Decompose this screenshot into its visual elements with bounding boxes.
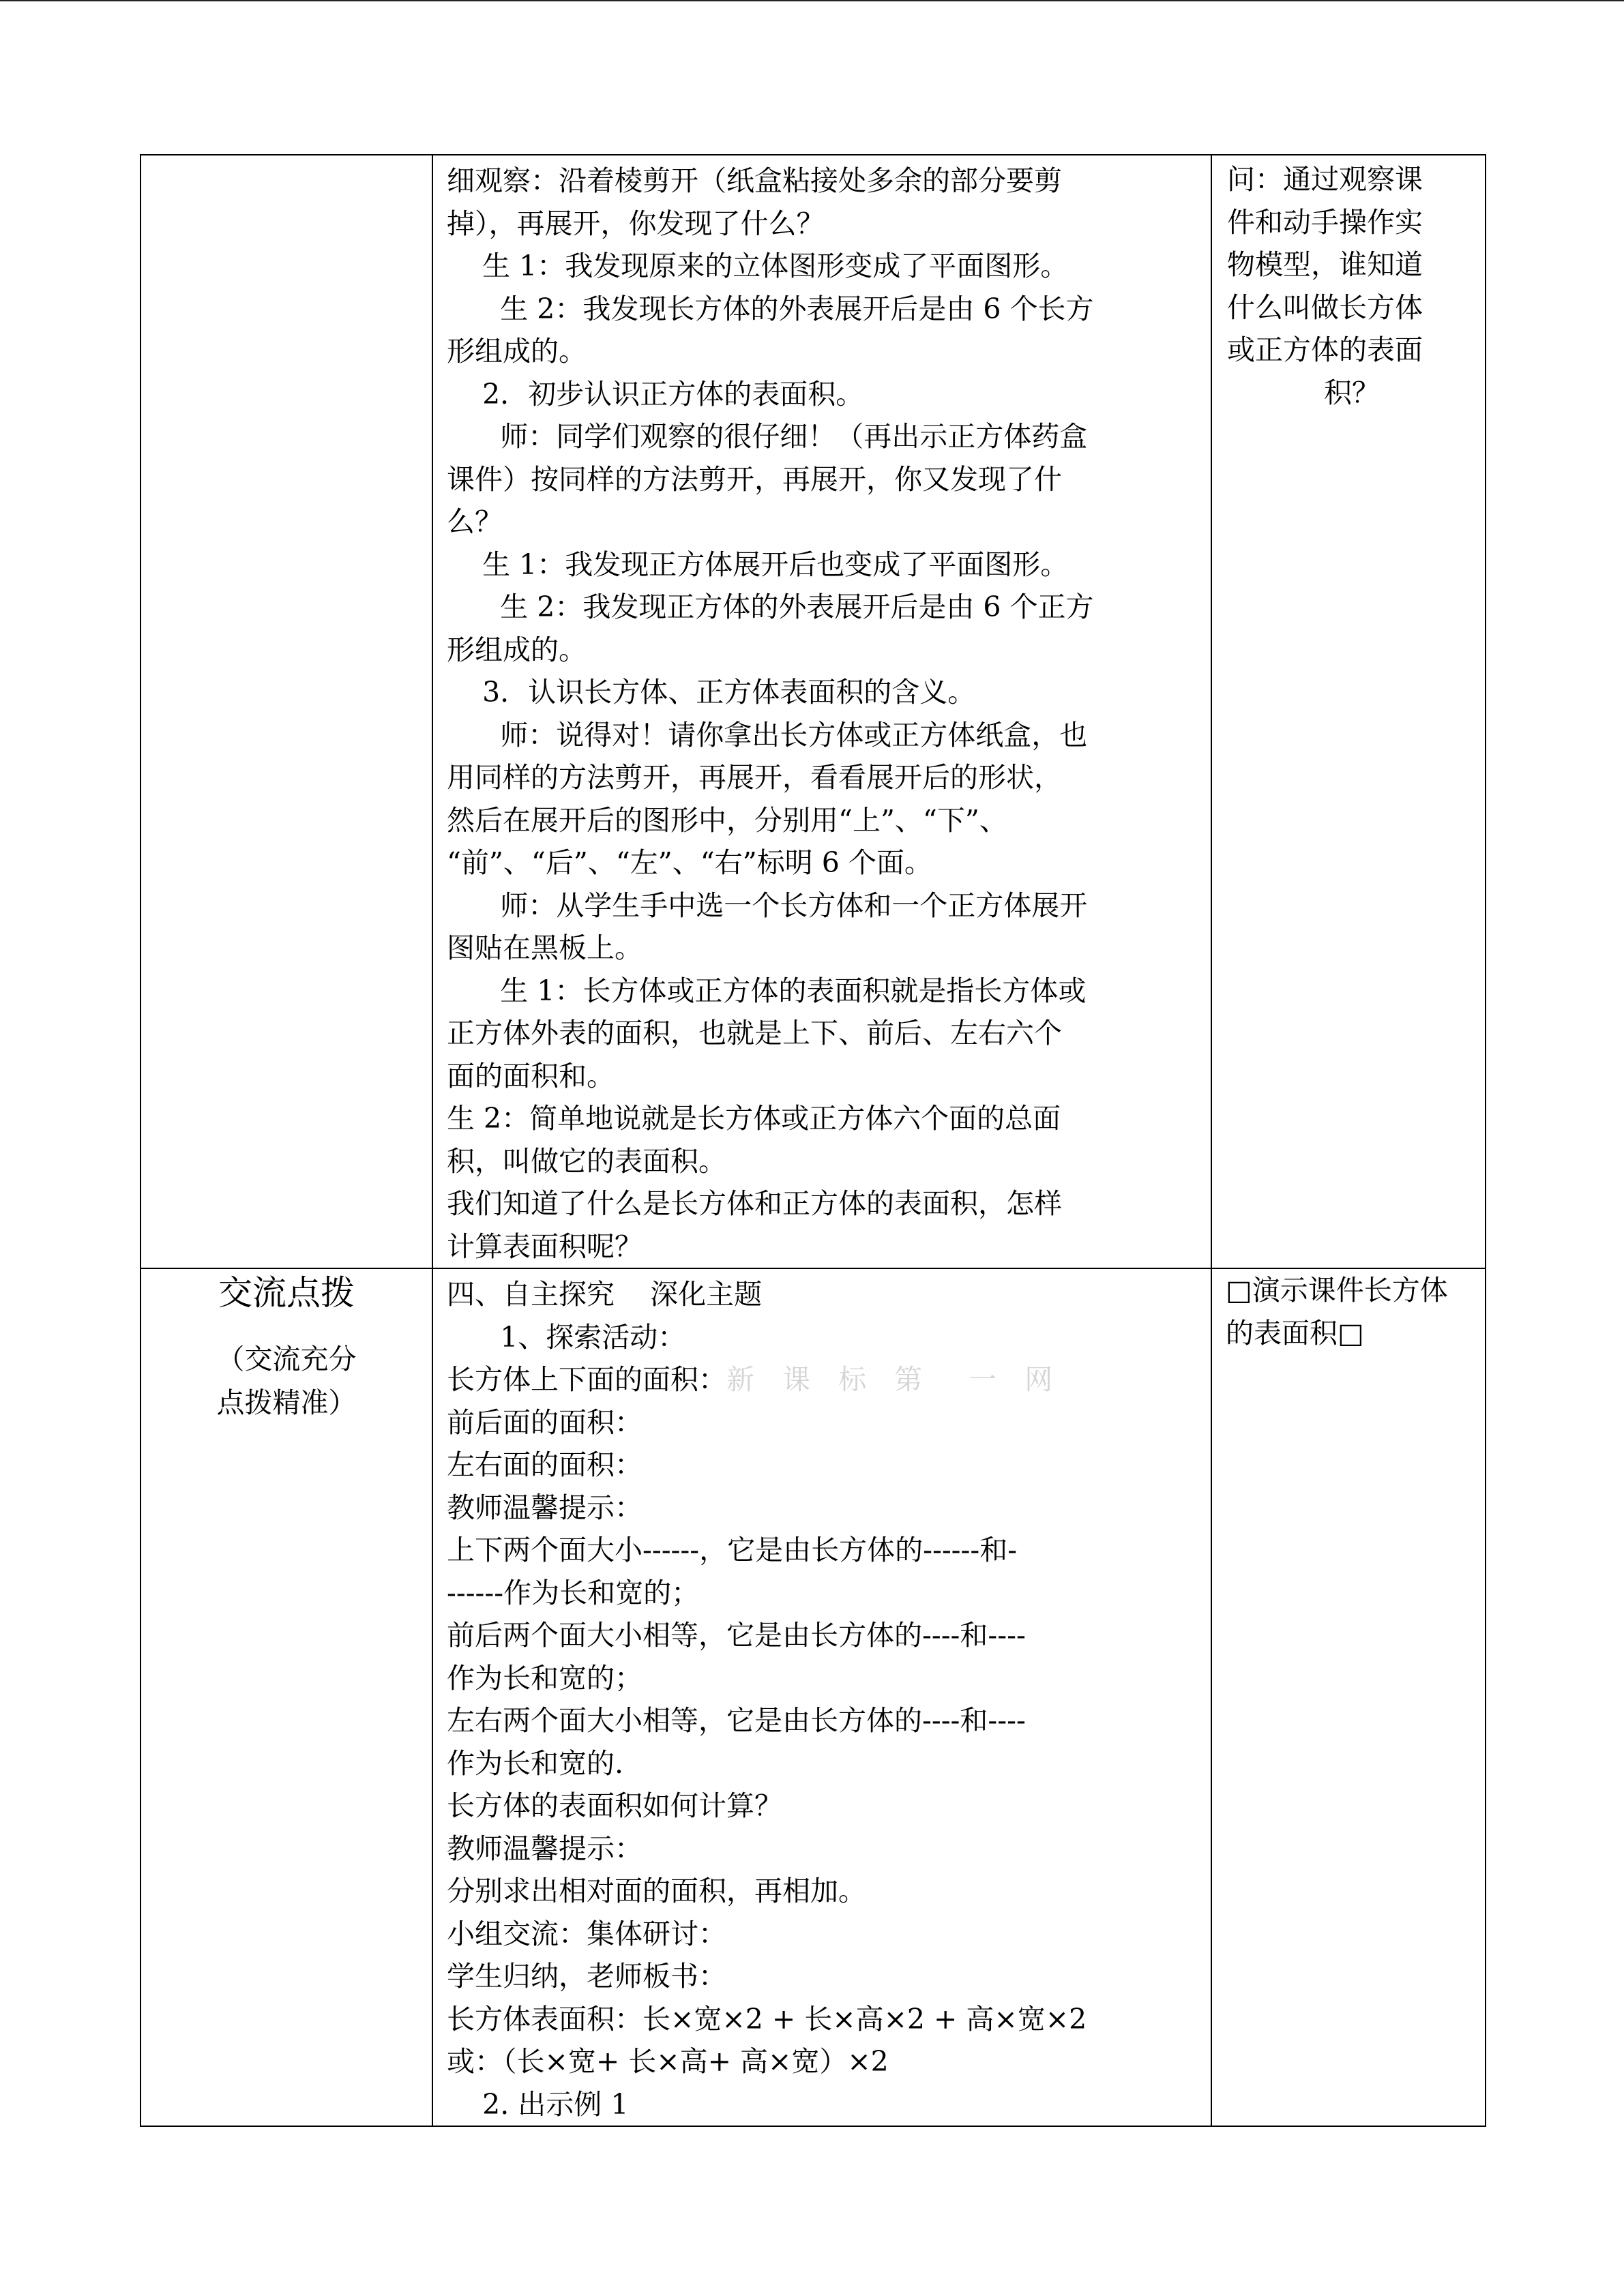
line-text: 我们知道了什么是长方体和正方体的表面积，怎样 bbox=[447, 1187, 1062, 1220]
line-text: 前后两个面大小相等，它是由长方体的----和---- bbox=[447, 1619, 1026, 1652]
text-line bbox=[447, 415, 1200, 458]
line-text: 生 1：我发现正方体展开后也变成了平面图形。 bbox=[447, 548, 1069, 581]
line-text: 长方体的表面积如何计算？ bbox=[447, 1789, 782, 1822]
text-line bbox=[447, 714, 1200, 757]
text-line bbox=[1227, 243, 1477, 286]
text-line bbox=[447, 1444, 1200, 1487]
line-text: 生 1：长方体或正方体的表面积就是指长方体或 bbox=[447, 974, 1087, 1007]
text-line bbox=[447, 1225, 1200, 1268]
line-text: 形组成的。 bbox=[447, 335, 587, 368]
text-line bbox=[447, 841, 1200, 884]
line-text: 学生归纳，老师板书： bbox=[447, 1960, 726, 1993]
text-line bbox=[447, 1998, 1200, 2041]
text-line bbox=[447, 1913, 1200, 1956]
line-text: 课件）按同样的方法剪开，再展开，你又发现了什 bbox=[447, 462, 1062, 496]
stage-note-line: 点拨精准） bbox=[216, 1386, 357, 1419]
table-row bbox=[141, 1268, 1486, 2126]
text-line bbox=[447, 1055, 1200, 1098]
line-text: 生 2：我发现长方体的外表展开后是由 6 个长方 bbox=[447, 292, 1094, 325]
text-line bbox=[1227, 372, 1477, 415]
text-line bbox=[447, 458, 1200, 501]
activity-content bbox=[433, 155, 1211, 1268]
design-intent-cell bbox=[1211, 155, 1486, 1268]
line-text: 生 2：我发现正方体的外表展开后是由 6 个正方 bbox=[447, 591, 1094, 623]
line-text: 作为长和宽的； bbox=[447, 1661, 643, 1695]
text-line bbox=[447, 629, 1200, 672]
text-line bbox=[447, 288, 1200, 331]
line-text: ------作为长和宽的； bbox=[447, 1576, 700, 1609]
line-text: 积，叫做它的表面积。 bbox=[447, 1144, 726, 1178]
line-text: 计算表面积呢？ bbox=[447, 1229, 643, 1263]
line-text: 前后面的面积： bbox=[447, 1405, 643, 1439]
text-line bbox=[447, 330, 1200, 373]
page-top-rule bbox=[0, 0, 1624, 1]
line-text: 分别求出相对面的面积，再相加。 bbox=[447, 1875, 866, 1907]
text-line bbox=[447, 1657, 1200, 1700]
line-text: 么？ bbox=[447, 505, 503, 538]
text-line bbox=[447, 1955, 1200, 1998]
text-line bbox=[447, 1572, 1200, 1615]
line-text: 作为长和宽的. bbox=[447, 1746, 624, 1780]
text-line bbox=[1227, 286, 1477, 329]
line-text: 长方体上下面的面积： bbox=[447, 1363, 726, 1396]
text-line bbox=[447, 884, 1200, 927]
text-line bbox=[447, 1273, 1200, 1316]
line-text: 然后在展开后的图形中，分别用“上”、“下”、 bbox=[447, 803, 1007, 837]
line-text: 长方体表面积：长×宽×2 + 长×高×2 + 高×宽×2 bbox=[447, 2002, 1087, 2036]
text-line bbox=[1227, 329, 1477, 372]
line-text: 3．认识长方体、正方体表面积的含义。 bbox=[447, 676, 976, 709]
line-text: 或正方体的表面 bbox=[1227, 333, 1423, 366]
stage-note-line: （交流充分 bbox=[216, 1343, 357, 1375]
line-text: 掉），再展开，你发现了什么？ bbox=[447, 207, 825, 240]
text-line bbox=[447, 1870, 1200, 1913]
line-text: 2. 出示例 1 bbox=[447, 2087, 629, 2121]
text-line bbox=[1227, 201, 1477, 244]
text-line bbox=[447, 1358, 1200, 1401]
line-text: 上下两个面大小------，它是由长方体的------和- bbox=[447, 1534, 1018, 1566]
line-text: 用同样的方法剪开，再展开，看看展开后的形状， bbox=[447, 761, 1062, 794]
stage-title: 交流点拨 bbox=[218, 1273, 355, 1313]
line-text: 积？ bbox=[1324, 376, 1380, 409]
line-text: 师：同学们观察的很仔细！（再出示正方体药盒 bbox=[447, 420, 1088, 453]
design-intent-text bbox=[1212, 155, 1485, 414]
text-line bbox=[447, 373, 1200, 416]
text-line bbox=[1226, 1312, 1477, 1355]
text-line bbox=[447, 1316, 1200, 1359]
text-line bbox=[447, 203, 1200, 245]
text-line bbox=[447, 1097, 1200, 1140]
stage-cell-empty bbox=[141, 155, 432, 1268]
watermark-text: 新 课 标 第 一 网 bbox=[726, 1363, 1063, 1396]
line-text: 左右面的面积： bbox=[447, 1448, 643, 1481]
line-text: 什么叫做长方体 bbox=[1227, 290, 1423, 324]
line-text: 图贴在黑板上。 bbox=[447, 931, 643, 964]
text-line bbox=[447, 160, 1200, 203]
text-line bbox=[1227, 158, 1477, 201]
text-line bbox=[447, 799, 1200, 842]
text-line bbox=[447, 671, 1200, 714]
line-text: 1、探索活动： bbox=[447, 1320, 686, 1354]
line-text: 或：（长×宽+ 长×高+ 高×宽）×2 bbox=[447, 2045, 889, 2078]
line-text: 面的面积和。 bbox=[447, 1059, 615, 1092]
line-text: 问：通过观察课 bbox=[1227, 163, 1423, 196]
text-line bbox=[447, 1828, 1200, 1870]
line-text: 教师温馨提示： bbox=[447, 1491, 643, 1524]
line-text: “前”、“后”、“左”、“右”标明 6 个面。 bbox=[447, 846, 932, 879]
text-line bbox=[447, 2083, 1200, 2126]
line-text: 师：说得对！请你拿出长方体或正方体纸盒，也 bbox=[447, 718, 1088, 751]
table-row bbox=[141, 155, 1486, 1268]
text-line bbox=[447, 970, 1200, 1013]
line-text: 件和动手操作实 bbox=[1227, 205, 1423, 239]
text-line bbox=[447, 1487, 1200, 1530]
text-line bbox=[447, 1401, 1200, 1444]
line-text: 教师温馨提示： bbox=[447, 1832, 643, 1865]
text-line bbox=[1226, 1269, 1477, 1312]
line-text: 小组交流：集体研讨： bbox=[447, 1917, 726, 1950]
design-intent-cell bbox=[1211, 1268, 1486, 2126]
text-line bbox=[447, 1785, 1200, 1828]
activity-content bbox=[433, 1269, 1211, 2126]
design-intent-text bbox=[1212, 1269, 1485, 1354]
text-line bbox=[447, 1529, 1200, 1572]
activity-cell bbox=[432, 155, 1211, 1268]
line-text: 正方体外表的面积，也就是上下、前后、左右六个 bbox=[447, 1017, 1062, 1049]
line-text: 2．初步认识正方体的表面积。 bbox=[447, 377, 864, 411]
stage-cell bbox=[141, 1268, 432, 2126]
line-text: □演示课件长方体 bbox=[1226, 1274, 1448, 1307]
line-text: 师：从学生手中选一个长方体和一个正方体展开 bbox=[447, 889, 1088, 922]
text-line bbox=[447, 1742, 1200, 1785]
line-text: 生 2：简单地说就是长方体或正方体六个面的总面 bbox=[447, 1102, 1061, 1135]
text-line bbox=[447, 1614, 1200, 1657]
line-text: 生 1：我发现原来的立体图形变成了平面图形。 bbox=[447, 250, 1069, 282]
activity-cell bbox=[432, 1268, 1211, 2126]
line-text: 细观察：沿着棱剪开（纸盒粘接处多余的部分要剪 bbox=[447, 164, 1062, 197]
text-line bbox=[447, 756, 1200, 799]
text-line bbox=[447, 543, 1200, 586]
line-text: 的表面积□ bbox=[1226, 1316, 1364, 1350]
text-line bbox=[447, 2040, 1200, 2083]
lesson-plan-table bbox=[140, 154, 1486, 2127]
text-line bbox=[447, 1140, 1200, 1183]
text-line bbox=[447, 501, 1200, 543]
text-line bbox=[447, 245, 1200, 288]
text-line bbox=[447, 586, 1200, 629]
text-line bbox=[447, 1699, 1200, 1742]
line-text: 形组成的。 bbox=[447, 633, 587, 666]
text-line bbox=[447, 1182, 1200, 1225]
text-line bbox=[447, 1012, 1200, 1055]
line-text: 左右两个面大小相等，它是由长方体的----和---- bbox=[447, 1704, 1026, 1737]
line-text: 物模型，谁知道 bbox=[1227, 248, 1423, 281]
line-text: 四、自主探究 深化主题 bbox=[447, 1278, 763, 1311]
text-line bbox=[447, 927, 1200, 970]
